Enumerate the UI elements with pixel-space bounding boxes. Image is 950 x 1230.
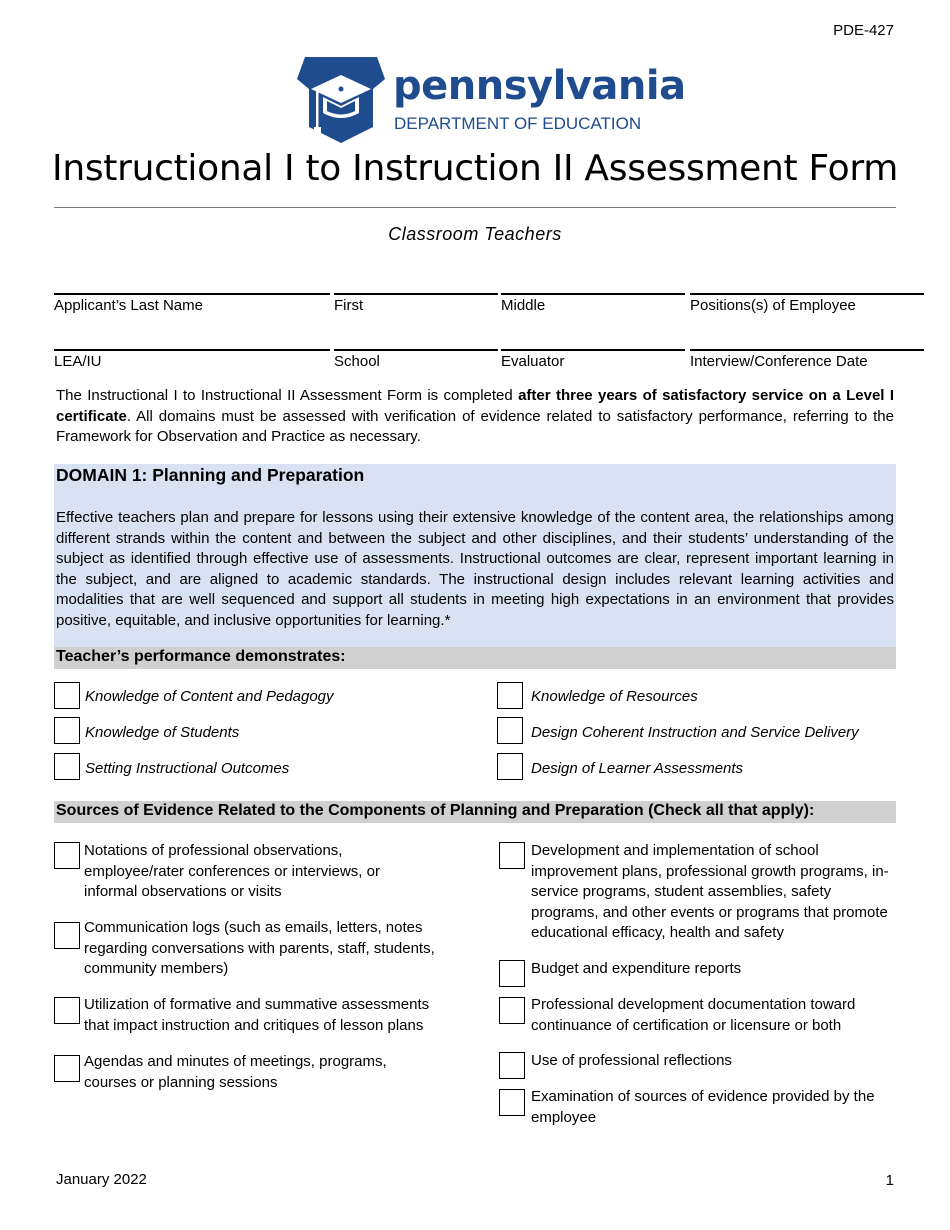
item-instructional-outcomes: Setting Instructional Outcomes [85,760,290,777]
checkbox-knowledge-students[interactable] [54,717,80,744]
logo-wordmark: pennsylvania [393,63,686,109]
footer-date: January 2022 [56,1171,147,1188]
checkbox-coherent-instruction[interactable] [497,717,523,744]
page-subtitle: Classroom Teachers [388,224,562,244]
checkbox-learner-assessments[interactable] [497,753,523,780]
evidence-assessments-lesson-plans: Utilization of formative and summative assessments that impact instruction and critiques of lesson plans [84,996,430,1034]
positions-label: Positions(s) of Employee [690,297,856,314]
domain-description: Effective teachers plan and prepare for lessons using their extensive knowledge of the content area, the relationships among different strands within the content and between the subject and other disciplines, and their students’ understanding of the subject as identified through effective use of assessments. Instructional outcomes are clear, represent important learning in the subject, and are aligned to academic standards. The instructional design includes relevant learning activities and modalities that are well sequenced and support all students in meeting high expectations in an environment that provides positive, equitable, and inclusive opportunities for learning.* [56,509,894,629]
middle-name-label: Middle [501,297,546,314]
domain-title: DOMAIN 1: Planning and Preparation [56,465,365,485]
evaluator-label: Evaluator [501,353,565,370]
checkbox-employee-evidence[interactable] [499,1089,525,1116]
lea-iu-label: LEA/IU [54,353,102,370]
positions-field[interactable] [690,293,924,314]
checkbox-knowledge-resources[interactable] [497,682,523,709]
title-divider [54,207,896,208]
intro-text-1: The Instructional I to Instructional II Assessment Form is completed [56,387,519,404]
logo-department: DEPARTMENT OF EDUCATION [394,114,642,133]
evidence-agendas-minutes: Agendas and minutes of meetings, programs, courses or planning sessions [84,1053,387,1091]
first-name-label: First [334,297,364,314]
interview-date-field[interactable] [690,349,924,370]
checkbox-communication-logs[interactable] [54,922,80,949]
evidence-professional-development: Professional development documentation toward continuance of certification or licensure or both [531,996,856,1034]
item-coherent-instruction: Design Coherent Instruction and Service Delivery [531,724,859,741]
keystone-graduation-cap-icon [297,57,385,143]
evidence-employee-evidence: Examination of sources of evidence provided by the employee [531,1088,875,1126]
page-number: 1 [885,1172,894,1189]
performance-heading-bar [54,647,896,669]
item-knowledge-resources: Knowledge of Resources [531,688,698,705]
interview-date-label: Interview/Conference Date [690,353,868,370]
pde-logo [297,57,686,143]
evidence-observations: Notations of professional observations, employee/rater conferences or interviews, or informal observations or visits [84,842,380,900]
form-code: PDE-427 [833,22,894,39]
middle-name-field[interactable] [501,293,685,314]
school-field[interactable] [334,349,498,370]
first-name-field[interactable] [334,293,498,314]
intro-paragraph [56,386,894,448]
page-title: Instructional I to Instruction II Assessment Form [52,148,898,189]
evidence-budget-reports: Budget and expenditure reports [531,960,742,977]
item-learner-assessments: Design of Learner Assessments [531,760,744,777]
evidence-professional-reflections: Use of professional reflections [531,1052,732,1069]
lea-iu-field[interactable] [54,349,330,370]
intro-emphasis: after three years of satisfactory service on a Level I certificate [56,387,894,425]
evidence-heading-bar [54,801,896,823]
checkbox-assessments-lesson-plans[interactable] [54,997,80,1024]
evidence-communication-logs: Communication logs (such as emails, letters, notes regarding conversations with parents, staff, students, community members) [84,919,435,977]
checkbox-observations[interactable] [54,842,80,869]
checkbox-budget-reports[interactable] [499,960,525,987]
last-name-label: Applicant’s Last Name [54,297,203,314]
evidence-heading: Sources of Evidence Related to the Components of Planning and Preparation (Check all that apply): [56,802,815,819]
evidence-school-improvement: Development and implementation of school improvement plans, professional growth programs, in-service programs, student assemblies, safety programs, and other events or programs that promote educational efficacy, health and safety [531,842,889,941]
item-knowledge-students: Knowledge of Students [85,724,240,741]
checkbox-agendas-minutes[interactable] [54,1055,80,1082]
checkbox-professional-reflections[interactable] [499,1052,525,1079]
checkbox-instructional-outcomes[interactable] [54,753,80,780]
checkbox-professional-development[interactable] [499,997,525,1024]
intro-text-2: . All domains must be assessed with verification of evidence related to satisfactory performance, referring to the Framework for Observation and Practice as necessary. [56,407,894,445]
checkbox-content-pedagogy[interactable] [54,682,80,709]
evaluator-field[interactable] [501,349,685,370]
performance-heading: Teacher’s performance demonstrates: [56,648,346,665]
item-content-pedagogy: Knowledge of Content and Pedagogy [85,688,334,705]
last-name-field[interactable] [54,293,330,314]
checkbox-school-improvement[interactable] [499,842,525,869]
school-label: School [334,353,380,370]
